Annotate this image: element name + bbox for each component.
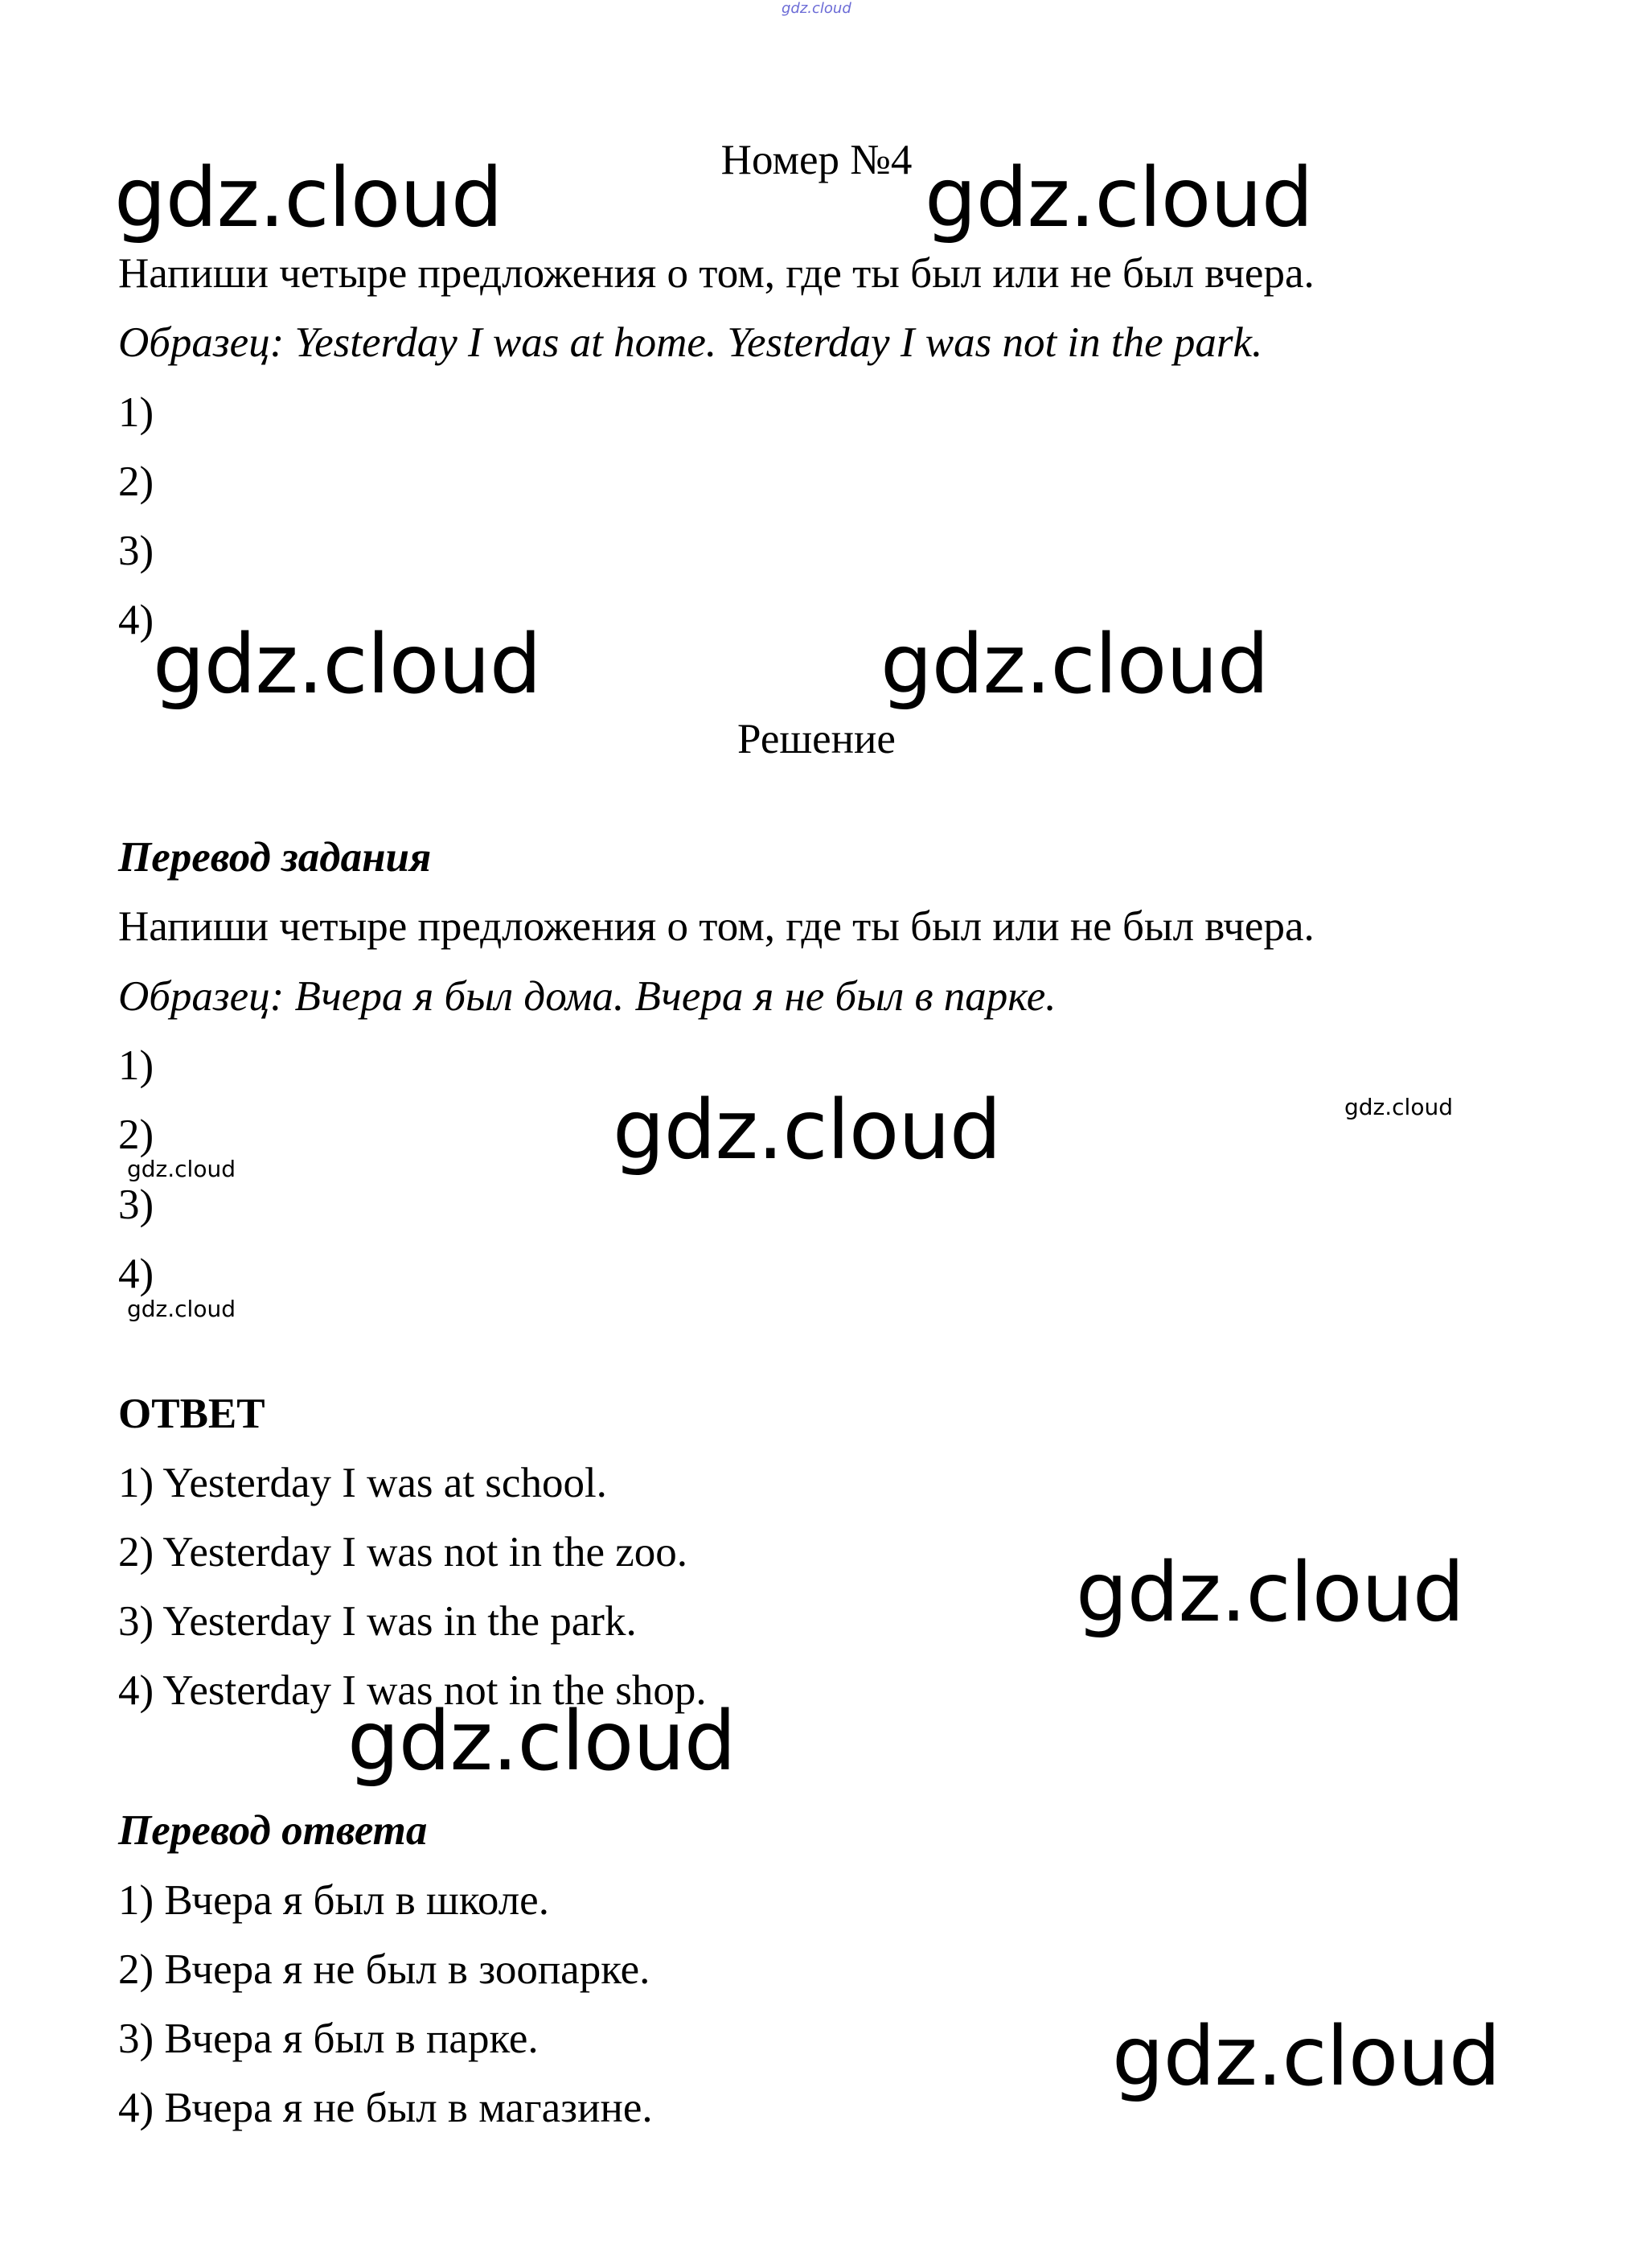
translation-blank-2: 2) — [118, 1111, 154, 1158]
watermark-large: gdz.cloud — [1076, 1545, 1464, 1641]
watermark-large: gdz.cloud — [880, 617, 1269, 713]
watermark-large: gdz.cloud — [1112, 2009, 1500, 2105]
translation-task-text: Напиши четыре предложения о том, где ты был или не был вчера. — [118, 903, 1315, 950]
translation-blank-4: 4) — [118, 1251, 154, 1297]
answer-item-2: 2) Yesterday I was not in the zoo. — [118, 1529, 688, 1576]
translation-blank-3: 3) — [118, 1181, 154, 1228]
answer-item-4: 4) Yesterday I was not in the shop. — [118, 1667, 707, 1714]
translation-answer-item-1: 1) Вчера я был в школе. — [118, 1877, 549, 1924]
task-blank-4: 4) — [118, 597, 154, 643]
answer-heading: ОТВЕТ — [118, 1391, 265, 1437]
page-title: Номер №4 — [720, 137, 913, 183]
task-blank-2: 2) — [118, 458, 154, 505]
task-example: Образец: Yesterday I was at home. Yesterday I was not in the park. — [118, 319, 1263, 366]
translation-answer-item-2: 2) Вчера я не был в зоопарке. — [118, 1946, 650, 1993]
translation-blank-1: 1) — [118, 1042, 154, 1089]
watermark-large: gdz.cloud — [114, 150, 503, 246]
answer-item-3: 3) Yesterday I was in the park. — [118, 1598, 637, 1645]
task-blank-3: 3) — [118, 528, 154, 574]
solution-heading: Решение — [737, 716, 896, 762]
top-watermark: gdz.cloud — [782, 0, 851, 17]
translation-answer-item-3: 3) Вчера я был в парке. — [118, 2015, 539, 2062]
translation-answer-item-4: 4) Вчера я не был в магазине. — [118, 2085, 653, 2131]
watermark-large: gdz.cloud — [347, 1694, 736, 1789]
watermark-large: gdz.cloud — [925, 150, 1313, 246]
watermark-small: gdz.cloud — [127, 1296, 236, 1322]
watermark-large: gdz.cloud — [613, 1083, 1001, 1178]
watermark-small: gdz.cloud — [1344, 1094, 1453, 1120]
watermark-large: gdz.cloud — [153, 617, 541, 713]
watermark-small: gdz.cloud — [127, 1156, 236, 1182]
translation-task-example: Образец: Вчера я был дома. Вчера я не был в парке. — [118, 973, 1057, 1020]
translation-task-heading: Перевод задания — [118, 834, 432, 881]
translation-answer-heading: Перевод ответа — [118, 1807, 428, 1854]
task-text: Напиши четыре предложения о том, где ты был или не был вчера. — [118, 250, 1315, 297]
task-blank-1: 1) — [118, 389, 154, 436]
answer-item-1: 1) Yesterday I was at school. — [118, 1460, 607, 1506]
